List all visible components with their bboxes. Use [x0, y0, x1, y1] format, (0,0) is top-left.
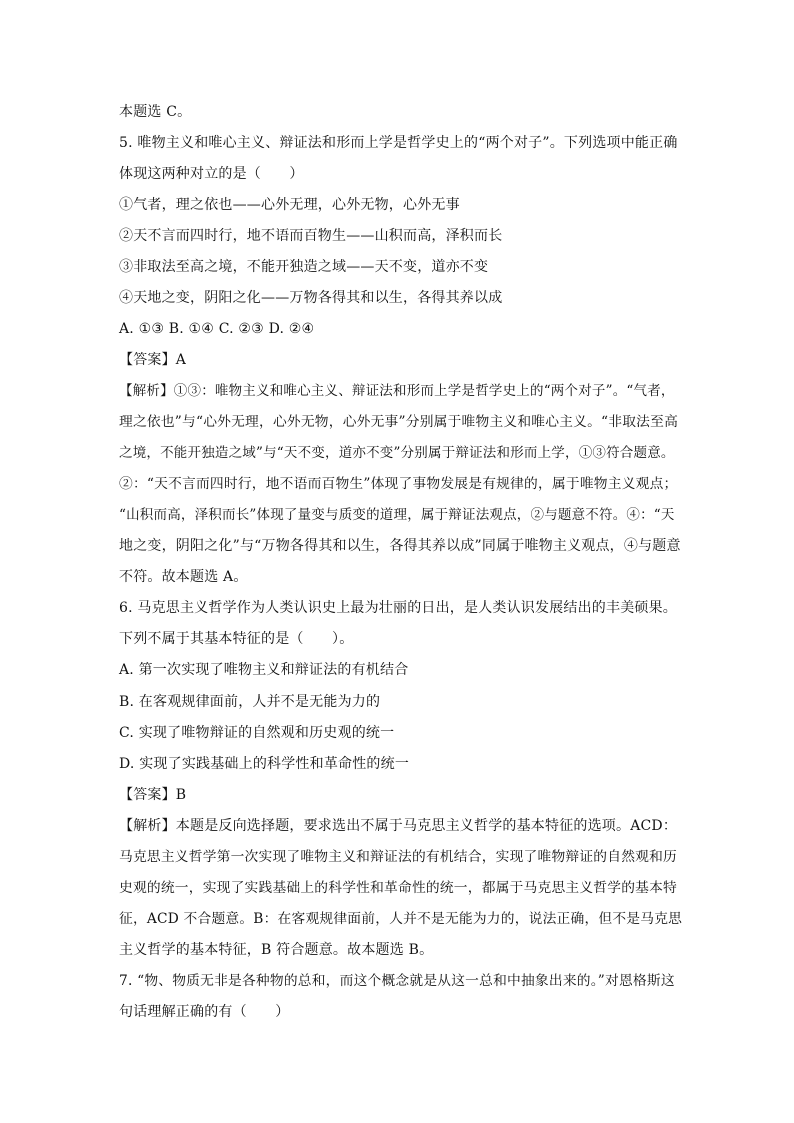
- question-5-analysis: 【解析】①③：唯物主义和唯心主义、辩证法和形而上学是哲学史上的“两个对子”。“气者，: [119, 383, 675, 399]
- question-5-statement-3: ③非取法至高之境，不能开独造之域——天不变，道亦不变: [119, 259, 489, 275]
- question-5-stem: 5. 唯物主义和唯心主义、辩证法和形而上学是哲学史上的“两个对子”。下列选项中能正确: [119, 135, 678, 151]
- question-6-analysis: 史观的统一，实现了实践基础上的科学性和革命性的统一，都属于马克思主义哲学的基本特: [119, 880, 678, 896]
- question-5-analysis: “山积而高，泽积而长”体现了量变与质变的道理，属于辩证法观点，②与题意不符。④：“天: [119, 507, 675, 523]
- question-6-answer: 【答案】B: [119, 787, 187, 803]
- question-5-analysis: 地之变，阴阳之化”与“万物各得其和以生，各得其养以成”同属于唯物主义观点，④与题意: [119, 538, 681, 554]
- question-6-stem: 6. 马克思主义哲学作为人类认识史上最为壮丽的日出，是人类认识发展结出的丰美硕果。: [119, 600, 678, 616]
- question-6-option-d: D. 实现了实践基础上的科学性和革命性的统一: [119, 756, 410, 772]
- question-5-analysis: 不符。故本题选 A。: [119, 569, 248, 585]
- question-6-option-c: C. 实现了唯物辩证的自然观和历史观的统一: [119, 725, 395, 741]
- question-5-analysis: ②：“天不言而四时行，地不语而百物生”体现了事物发展是有规律的，属于唯物主义观点；: [119, 476, 678, 492]
- question-6-option-a: A. 第一次实现了唯物主义和辩证法的有机结合: [119, 662, 409, 678]
- question-5-analysis: 之境，不能开独造之域”与“天不变，道亦不变”分别属于辩证法和形而上学，①③符合题意。: [119, 445, 675, 461]
- question-6-option-b: B. 在客观规律面前，人并不是无能为力的: [119, 694, 381, 710]
- question-5-stem: 体现这两种对立的是（ ）: [119, 166, 304, 182]
- answer-conclusion-q4: 本题选 C。: [119, 104, 192, 120]
- question-5-statement-1: ①气者，理之依也——心外无理，心外无物，心外无事: [119, 197, 460, 213]
- question-5-analysis: 理之依也”与“心外无理，心外无物，心外无事”分别属于唯物主义和唯心主义。“非取法至高: [119, 414, 679, 430]
- question-7-stem: 7. “物、物质无非是各种物的总和，而这个概念就是从这一总和中抽象出来的。”对恩格斯这: [119, 973, 675, 989]
- question-5-answer: 【答案】A: [119, 352, 187, 368]
- question-6-analysis: 【解析】本题是反向选择题，要求选出不属于马克思主义哲学的基本特征的选项。ACD：: [119, 818, 678, 834]
- question-5-statement-4: ④天地之变，阴阳之化——万物各得其和以生，各得其养以成: [119, 290, 503, 306]
- question-5-statement-2: ②天不言而四时行，地不语而百物生——山积而高，泽积而长: [119, 228, 503, 244]
- question-5-options: A. ①③ B. ①④ C. ②③ D. ②④: [119, 321, 315, 337]
- question-7-stem: 句话理解正确的有（ ）: [119, 1004, 290, 1020]
- question-6-stem: 下列不属于其基本特征的是（ ）。: [119, 631, 354, 647]
- question-6-analysis: 征，ACD 不合题意。B：在客观规律面前，人并不是无能为力的，说法正确，但不是马克思: [119, 911, 683, 927]
- question-6-analysis: 主义哲学的基本特征，B 符合题意。故本题选 B。: [119, 942, 434, 958]
- question-6-analysis: 马克思主义哲学第一次实现了唯物主义和辩证法的有机结合，实现了唯物辩证的自然观和历: [119, 849, 678, 865]
